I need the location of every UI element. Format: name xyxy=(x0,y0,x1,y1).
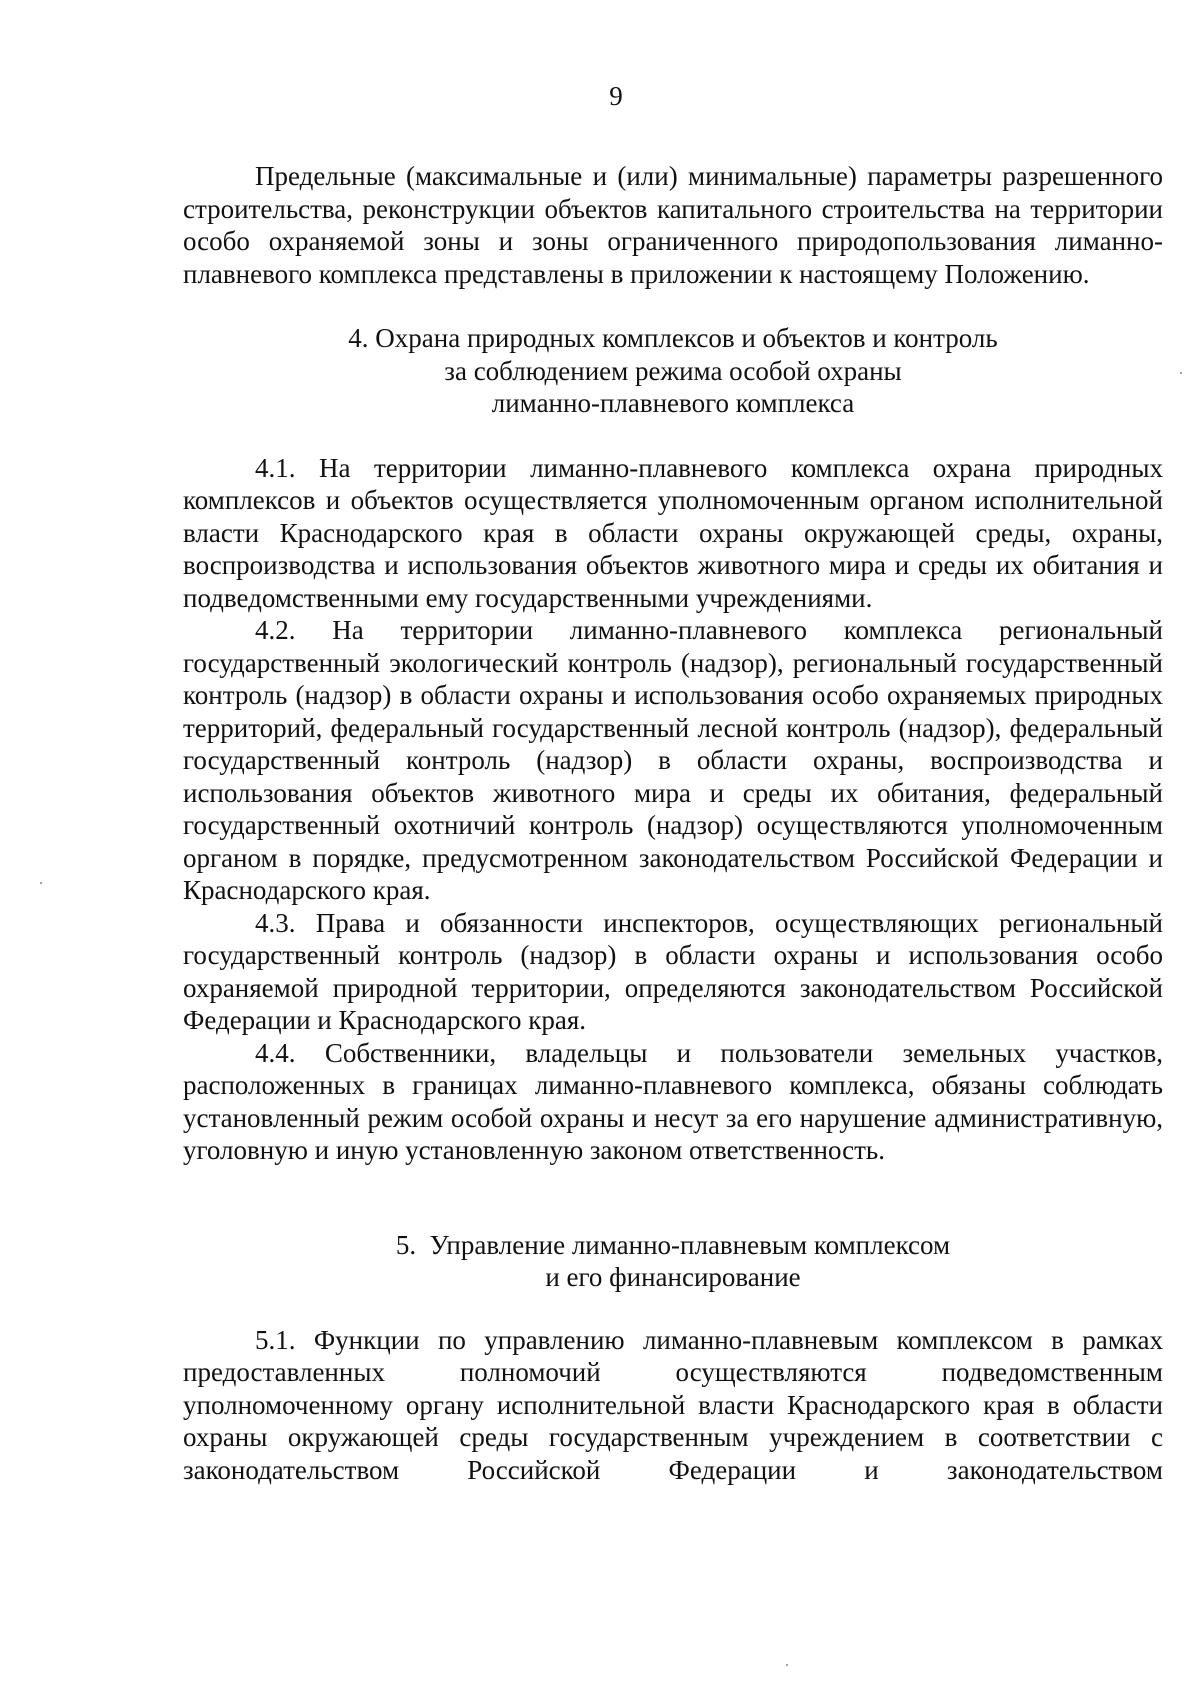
spacer xyxy=(183,1167,1163,1229)
spacer xyxy=(183,1294,1163,1324)
document-body xyxy=(183,160,1163,1486)
section-5-heading-line-1: 5. Управление лиманно-плавневым комплексом xyxy=(395,1229,951,1260)
spacer xyxy=(183,420,1163,452)
paragraph-4-2: 4.2. На территории лиманно-плавневого комплекса региональный государственный экологический контроль (надзор), региональный государственный контроль (надзор) в области охраны и использования особо охраняемых природных территорий, федеральный государственный лесной контроль (надзор), федеральный государственный контроль (надзор) в области охраны, воспроизводства и использования объектов животного мира и среды их обитания, федеральный государственный охотничий контроль (надзор) осуществляются уполномоченным органом в порядке, предусмотренном законодательством Российской Федерации и Краснодарского края. xyxy=(183,615,1163,905)
scan-speck xyxy=(1180,372,1182,374)
paragraph-4-3: 4.3. Права и обязанности инспекторов, осуществляющих региональный государственный контроль (надзор) в области охраны и использования особо охраняемой природной территории, определяются законодательством Российской Федерации и Краснодарского края. xyxy=(183,907,1163,1035)
section-4-heading-line-3: лиманно-плавневого комплекса xyxy=(491,388,855,418)
page-number: 9 xyxy=(609,81,623,111)
scan-speck xyxy=(40,882,42,884)
section-4-heading xyxy=(183,322,1163,420)
paragraph-4-1: 4.1. На территории лиманно-плавневого комплекса охрана природных комплексов и объектов осуществляется уполномоченным органом исполнительной власти Краснодарского края в области охраны окружающей среды, охраны, воспроизводства и использования объектов животного мира и среды их обитания и подведомственными ему государственными учреждениями. xyxy=(183,452,1163,613)
section-5-heading-line-2: и его финансирование xyxy=(545,1262,801,1292)
section-4-heading-line-2: за соблюдением режима особой охраны xyxy=(444,355,902,386)
paragraph-4-4: 4.4. Собственники, владельцы и пользователи земельных участков, расположенных в границах лиманно-плавневого комплекса, обязаны соблюдать установленный режим особой охраны и несут за его нарушение административную, уголовную и иную установленную законом ответственность. xyxy=(183,1037,1163,1165)
section-5-heading xyxy=(183,1229,1163,1294)
spacer xyxy=(183,290,1163,322)
scan-speck xyxy=(786,1664,788,1666)
section-4-heading-line-1: 4. Охрана природных комплексов и объектов и контроль xyxy=(348,323,998,353)
intro-paragraph: Предельные (максимальные и (или) минимальные) параметры разрешенного строительства, реконструкции объектов капитального строительства на территории особо охраняемой зоны и зоны ограниченного природопользования лиманно-плавневого комплекса представлены в приложении к настоящему Положению. xyxy=(183,161,1163,289)
paragraph-5-1: 5.1. Функции по управлению лиманно-плавневым комплексом в рамках предоставленных полномочий осуществляются подведомственным уполномоченному органу исполнительной власти Краснодарского края в области охраны окружающей среды государственным учреждением в соответствии с законодательством Российской Федерации и законодательством xyxy=(183,1324,1163,1485)
